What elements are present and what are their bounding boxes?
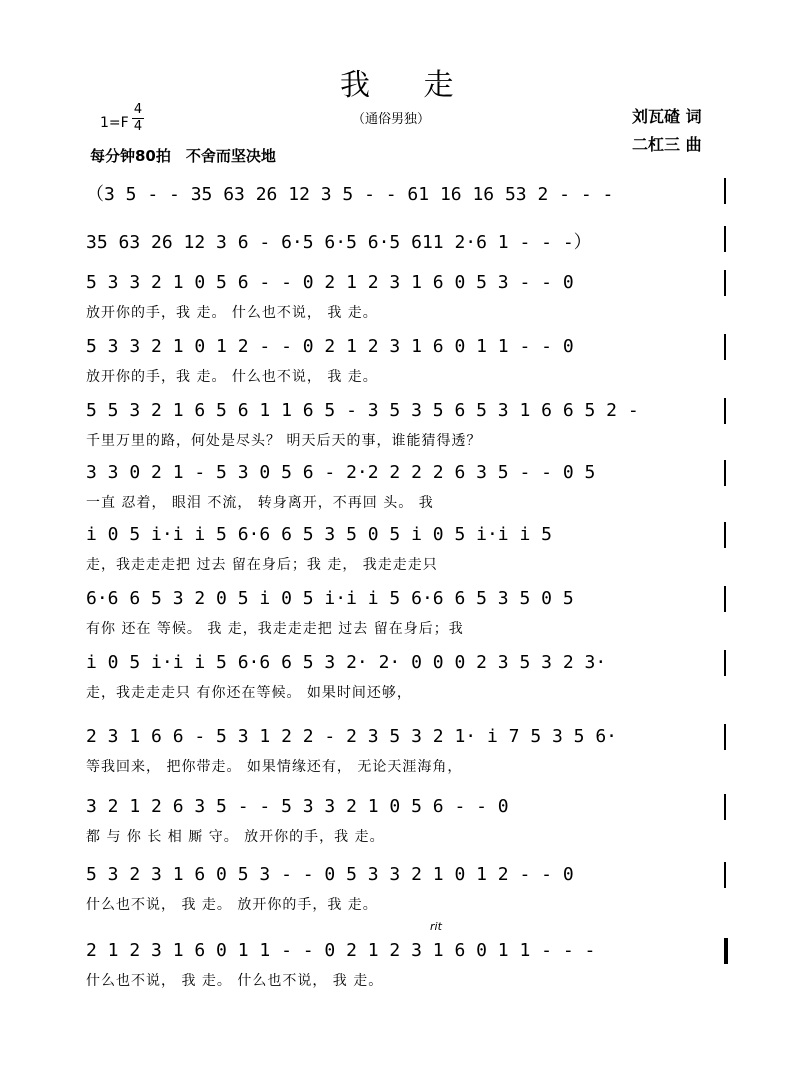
lyric-line: 放开你的手，我 走。 什么也不说， 我 走。 [86,369,378,385]
barline [724,460,726,486]
lyric-line: 都 与 你 长 相 厮 守。 放开你的手，我 走。 [86,829,385,845]
barline [724,226,726,252]
notation-line: i 0 5 i·i i 5 6·6 6 5 3 5 0 5 i 0 5 i·i i 5 [86,524,552,545]
notation-line: 35 63 26 12 3 6 - 6·5 6·5 6·5 611 2·6 1 - - -） [86,232,592,253]
barline [724,586,726,612]
barline [724,862,726,888]
time-signature [132,103,144,134]
barline [724,522,726,548]
time-top: 4 [133,102,143,117]
notation-line: 5 3 3 2 1 0 1 2 - - 0 2 1 2 3 1 6 0 1 1 - - 0 [86,336,574,357]
lyric-line: 等我回来， 把你带走。 如果情缘还有， 无论天涯海角， [86,759,463,775]
composer-credit: 二杠三 曲 [632,135,702,154]
barline [724,938,728,964]
barline [724,334,726,360]
notation-line: （3 5 - - 35 63 26 12 3 5 - - 61 16 16 53 2 - - - [86,184,614,205]
ritardando-marking: rit [430,920,442,933]
time-bottom: 4 [133,119,143,134]
barline [724,794,726,820]
key-signature: 1=F [100,115,129,131]
lyric-line: 什么也不说， 我 走。 放开你的手，我 走。 [86,897,378,913]
lyric-line: 有你 还在 等候。 我 走，我走走走把 过去 留在身后；我 [86,621,464,637]
lyric-line: 走，我走走走只 有你还在等候。 如果时间还够， [86,685,412,701]
lyric-line: 走，我走走走把 过去 留在身后；我 走， 我走走走只 [86,557,438,573]
lyric-line: 一直 忍着， 眼泪 不流， 转身离开，不再回 头。 我 [86,495,434,511]
notation-line: 5 3 3 2 1 0 5 6 - - 0 2 1 2 3 1 6 0 5 3 - - 0 [86,272,574,293]
notation-line: 5 5 3 2 1 6 5 6 1 1 6 5 - 3 5 3 5 6 5 3 1 6 6 5 2 - [86,400,639,421]
barline [724,398,726,424]
lyricist-credit: 刘瓦碴 词 [632,107,702,126]
notation-line: 3 3 0 2 1 - 5 3 0 5 6 - 2·2 2 2 2 6 3 5 - - 0 5 [86,462,596,483]
barline [724,178,726,204]
lyric-line: 千里万里的路，何处是尽头？ 明天后天的事，谁能猜得透？ [86,433,482,449]
barline [724,270,726,296]
notation-line: i 0 5 i·i i 5 6·6 6 5 3 2· 2· 0 0 0 2 3 5 3 2 3· [86,652,607,673]
notation-line: 2 3 1 6 6 - 5 3 1 2 2 - 2 3 5 3 2 1· i 7 5 3 5 6· [86,726,618,747]
notation-line: 3 2 1 2 6 3 5 - - 5 3 3 2 1 0 5 6 - - 0 [86,796,509,817]
song-subtitle: （通俗男独） [352,112,431,127]
notation-line: 2 1 2 3 1 6 0 1 1 - - 0 2 1 2 3 1 6 0 1 1 - - - [86,940,596,961]
barline [724,724,726,750]
tempo-marking: 每分钟80拍 不舍而坚决地 [90,147,276,165]
lyric-line: 放开你的手，我 走。 什么也不说， 我 走。 [86,305,378,321]
notation-line: 6·6 6 5 3 2 0 5 i 0 5 i·i i 5 6·6 6 5 3 5 0 5 [86,588,574,609]
notation-line: 5 3 2 3 1 6 0 5 3 - - 0 5 3 3 2 1 0 1 2 - - 0 [86,864,574,885]
song-title: 我 走 [340,68,476,103]
barline [724,650,726,676]
lyric-line: 什么也不说， 我 走。 什么也不说， 我 走。 [86,973,384,989]
